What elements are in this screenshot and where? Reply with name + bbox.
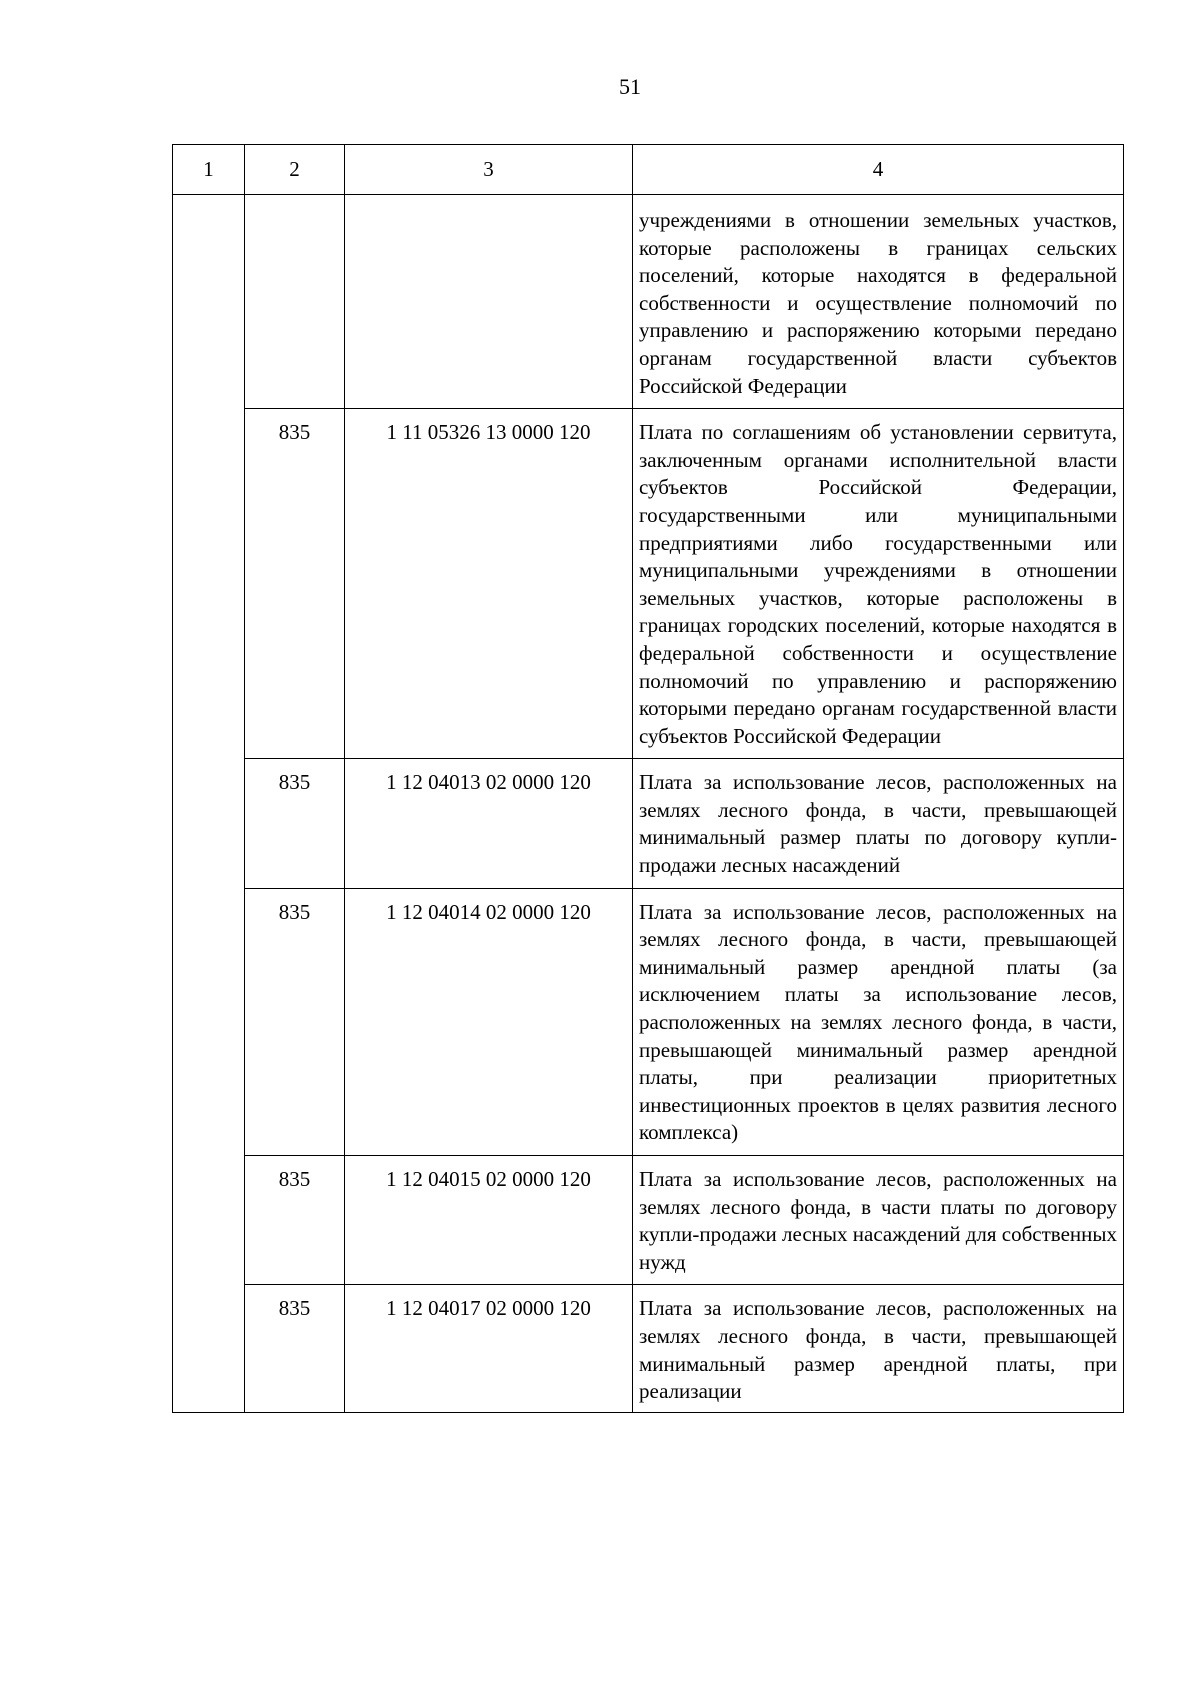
description-cell: Плата за использование лесов, расположенных на землях лесного фонда, в части, превышающей минимальный размер арендной платы (за исключением платы за использование лесов, расположенных на землях лесного фонда, в части, превышающей минимальный размер арендной платы, при реализации приоритетных инвестиционных проектов в целях развития лесного комплекса) bbox=[633, 888, 1124, 1155]
admin-code-cell: 835 bbox=[245, 888, 345, 1155]
description-cell: учреждениями в отношении земельных участков, которые расположены в границах сельских поселений, которые находятся в федеральной собственности и осуществление полномочий по управлению и распоряжению которыми передано органам государственной власти субъектов Российской Федерации bbox=[633, 195, 1124, 409]
table-row bbox=[173, 759, 1124, 888]
revenue-code-cell: 1 12 04013 02 0000 120 bbox=[345, 759, 633, 888]
table-row bbox=[173, 1285, 1124, 1412]
table-body bbox=[173, 195, 1124, 1413]
page-number: 51 bbox=[619, 74, 641, 99]
revenue-code-cell: 1 12 04015 02 0000 120 bbox=[345, 1156, 633, 1285]
description-cell: Плата по соглашениям об установлении сервитута, заключенным органами исполнительной власти субъектов Российской Федерации, государственными или муниципальными предприятиями либо государственными или муниципальными учреждениями в отношении земельных участков, которые расположены в границах городских поселений, которые находятся в федеральной собственности и осуществление полномочий по управлению и распоряжению которыми передано органам государственной власти субъектов Российской Федерации bbox=[633, 409, 1124, 759]
revenue-code-cell: 1 11 05326 13 0000 120 bbox=[345, 409, 633, 759]
table-row bbox=[173, 409, 1124, 759]
table-header bbox=[173, 145, 1124, 195]
header-col-3: 3 bbox=[345, 145, 633, 195]
description-cell: Плата за использование лесов, расположенных на землях лесного фонда, в части, превышающей минимальный размер арендной платы, при реализации bbox=[633, 1285, 1124, 1412]
description-cell: Плата за использование лесов, расположенных на землях лесного фонда, в части, превышающей минимальный размер платы по договору купли-продажи лесных насаждений bbox=[633, 759, 1124, 888]
description-cell: Плата за использование лесов, расположенных на землях лесного фонда, в части платы по договору купли-продажи лесных насаждений для собственных нужд bbox=[633, 1156, 1124, 1285]
header-col-1: 1 bbox=[173, 145, 245, 195]
revenue-code-cell: 1 12 04014 02 0000 120 bbox=[345, 888, 633, 1155]
table-row bbox=[173, 888, 1124, 1155]
admin-code-cell: 835 bbox=[245, 1156, 345, 1285]
revenue-code-cell bbox=[345, 195, 633, 409]
admin-code-cell bbox=[245, 195, 345, 409]
header-col-4: 4 bbox=[633, 145, 1124, 195]
admin-code-cell: 835 bbox=[245, 409, 345, 759]
admin-code-cell: 835 bbox=[245, 1285, 345, 1412]
table-row bbox=[173, 1156, 1124, 1285]
revenue-codes-table bbox=[172, 144, 1124, 1413]
admin-code-cell: 835 bbox=[245, 759, 345, 888]
header-row bbox=[173, 145, 1124, 195]
header-col-2: 2 bbox=[245, 145, 345, 195]
revenue-code-cell: 1 12 04017 02 0000 120 bbox=[345, 1285, 633, 1412]
table-row bbox=[173, 195, 1124, 409]
group-cell bbox=[173, 195, 245, 1413]
